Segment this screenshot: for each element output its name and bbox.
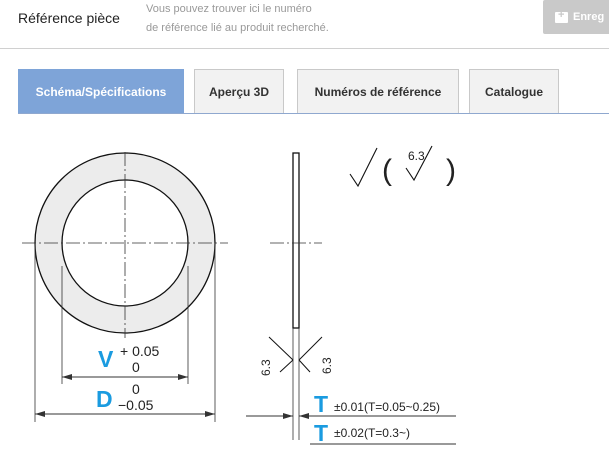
surface-finish-value: 6.3 — [408, 149, 425, 163]
side-finish-left-leg — [280, 360, 293, 372]
tab-reference-numbers[interactable]: Numéros de référence — [297, 69, 459, 113]
side-finish-left-tick — [269, 337, 293, 360]
finish-close-paren: ) — [446, 154, 456, 187]
part-reference-label: Référence pièce — [18, 10, 120, 26]
technical-drawing — [0, 114, 609, 456]
header-divider — [0, 48, 609, 49]
tab-catalogue[interactable]: Catalogue — [469, 69, 559, 113]
tab-schema-specifications[interactable]: Schéma/Spécifications — [18, 69, 184, 114]
dim-t1-tolerance: ±0.01(T=0.05~0.25) — [334, 400, 440, 414]
folder-add-icon — [555, 12, 568, 23]
dim-t2-letter: T — [314, 420, 329, 446]
dim-v-letter: V — [98, 346, 114, 372]
side-finish-right-leg — [299, 360, 310, 372]
hint-line-2: de référence lié au produit recherché. — [146, 22, 329, 34]
d-arrow-left — [35, 411, 45, 417]
surface-finish-check-icon — [350, 148, 377, 186]
finish-open-paren: ( — [382, 154, 392, 187]
dim-d-lower-tolerance: −0.05 — [118, 397, 154, 413]
t-arrow-right — [299, 413, 309, 419]
dim-d-upper-tolerance: 0 — [132, 381, 140, 397]
side-finish-right-value: 6.3 — [320, 357, 334, 374]
dim-v-lower-tolerance: 0 — [132, 359, 140, 375]
dim-d-letter: D — [96, 386, 113, 412]
d-arrow-right — [205, 411, 215, 417]
dim-v-upper-tolerance: + 0.05 — [120, 343, 160, 359]
side-finish-right-tick — [299, 337, 322, 360]
v-arrow-left — [62, 374, 72, 380]
side-finish-left-value: 6.3 — [259, 359, 273, 376]
save-button-label: Enreg — [573, 11, 605, 23]
washer-side-view — [293, 153, 299, 328]
v-arrow-right — [178, 374, 188, 380]
save-button[interactable] — [543, 0, 609, 34]
tab-3d-preview[interactable]: Aperçu 3D — [194, 69, 284, 113]
hint-line-1: Vous pouvez trouver ici le numéro — [146, 3, 312, 15]
dim-t2-tolerance: ±0.02(T=0.3~) — [334, 426, 410, 440]
tab-bar — [18, 69, 609, 114]
part-reference-hint — [146, 0, 366, 38]
t-arrow-left — [283, 413, 293, 419]
dim-t1-letter: T — [314, 391, 329, 417]
